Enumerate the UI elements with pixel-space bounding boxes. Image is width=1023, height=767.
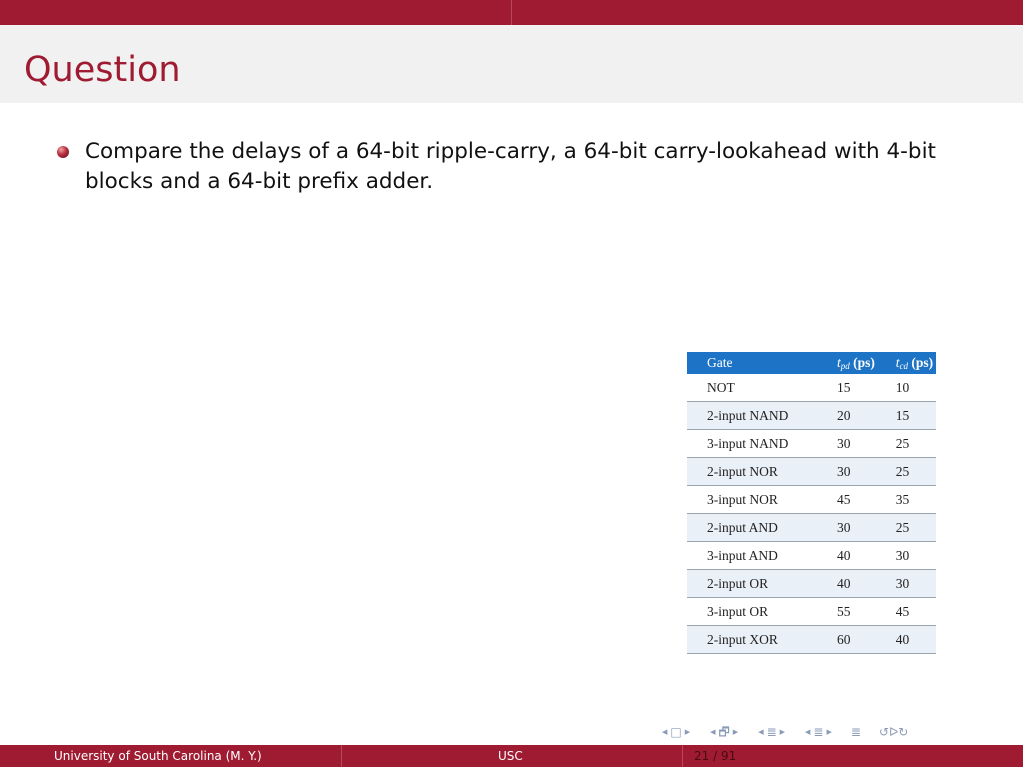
- cell-gate: 2-input NOR: [687, 458, 819, 486]
- footer-page-number: 21 / 91: [694, 749, 737, 763]
- header-tcd: [878, 352, 936, 374]
- table-row: [687, 374, 936, 402]
- cell-gate: 2-input OR: [687, 570, 819, 598]
- cell-tpd: 30: [819, 458, 878, 486]
- cell-tpd: 40: [819, 570, 878, 598]
- footer-right-segment: [682, 745, 1023, 767]
- cell-tpd: 45: [819, 486, 878, 514]
- footer-left-segment: [0, 745, 341, 767]
- cell-tpd: 55: [819, 598, 878, 626]
- header-tpd-unit: (ps): [853, 355, 875, 370]
- header-tcd-subscript: cd: [899, 361, 909, 371]
- table-row: [687, 458, 936, 486]
- header-tcd-symbol: t: [895, 355, 900, 370]
- cell-tcd: 25: [878, 514, 936, 542]
- nav-next-arrow-icon[interactable]: ▶: [826, 728, 832, 736]
- subsection-nav-icon[interactable]: 🗗: [718, 725, 730, 739]
- nav-prev-arrow-icon[interactable]: ◀: [758, 728, 764, 736]
- table-row: [687, 430, 936, 458]
- header-tpd-symbol: t: [837, 355, 841, 370]
- search-nav-icon[interactable]: ↺ᐅ↻: [878, 725, 909, 739]
- table-row: [687, 570, 936, 598]
- bullet-list: [56, 137, 956, 197]
- footer-institute: [54, 745, 262, 767]
- nav-prev-arrow-icon[interactable]: ◀: [662, 728, 668, 736]
- cell-tcd: 15: [878, 402, 936, 430]
- nav-next-arrow-icon[interactable]: ▶: [732, 728, 739, 736]
- section-nav-icon[interactable]: ≣: [813, 725, 824, 739]
- cell-gate: 3-input NAND: [687, 430, 819, 458]
- cell-gate: 3-input NOR: [687, 486, 819, 514]
- header-gate: Gate: [687, 352, 819, 374]
- cell-tcd: 10: [878, 374, 936, 402]
- cell-tpd: 30: [819, 514, 878, 542]
- nav-next-arrow-icon[interactable]: ▶: [779, 728, 786, 736]
- nav-prev-arrow-icon[interactable]: ◀: [805, 728, 811, 736]
- cell-tpd: 30: [819, 430, 878, 458]
- cell-tcd: 30: [878, 570, 936, 598]
- bullet-ball-icon: [57, 146, 69, 158]
- cell-tpd: 15: [819, 374, 878, 402]
- nav-next-arrow-icon[interactable]: ▶: [684, 728, 691, 736]
- table-row: [687, 486, 936, 514]
- cell-tcd: 40: [878, 626, 936, 654]
- cell-gate: 3-input AND: [687, 542, 819, 570]
- header-tcd-unit: (ps): [911, 355, 934, 370]
- table-header-row: [687, 352, 936, 374]
- footer-institute-name: University of South Carolina: [54, 749, 222, 763]
- document-nav-icon[interactable]: ≣: [850, 725, 861, 739]
- table-row: [687, 402, 936, 430]
- cell-tcd: 25: [878, 430, 936, 458]
- footer-bar: [0, 745, 1023, 767]
- cell-gate: 3-input OR: [687, 598, 819, 626]
- header-tpd-subscript: pd: [840, 361, 850, 371]
- section-nav-icon[interactable]: ≣: [766, 725, 777, 739]
- nav-prev-arrow-icon[interactable]: ◀: [710, 728, 716, 736]
- footer-short-title: USC: [498, 749, 523, 763]
- cell-gate: 2-input NAND: [687, 402, 819, 430]
- footer-author: (M. Y.): [225, 749, 262, 763]
- cell-tpd: 60: [819, 626, 878, 654]
- cell-tcd: 25: [878, 458, 936, 486]
- frame-nav-icon[interactable]: □: [670, 725, 682, 739]
- table-row: [687, 542, 936, 570]
- cell-tpd: 20: [819, 402, 878, 430]
- cell-tpd: 40: [819, 542, 878, 570]
- cell-tcd: 30: [878, 542, 936, 570]
- header-tpd: [819, 352, 878, 374]
- top-header-bar: [0, 0, 1023, 25]
- navigation-controls: [660, 724, 1020, 740]
- table-row: [687, 514, 936, 542]
- cell-tcd: 35: [878, 486, 936, 514]
- table-row: [687, 626, 936, 654]
- cell-gate: 2-input XOR: [687, 626, 819, 654]
- cell-gate: NOT: [687, 374, 819, 402]
- footer-middle-segment: [341, 745, 682, 767]
- bullet-text: Compare the delays of a 64-bit ripple-carry, a 64-bit carry-lookahead with 4-bit blocks and a 64-bit prefix adder.: [85, 139, 936, 194]
- frame-title: Question: [24, 50, 181, 90]
- table-row: [687, 598, 936, 626]
- cell-gate: 2-input AND: [687, 514, 819, 542]
- top-header-divider: [511, 0, 512, 25]
- gate-delay-table: [687, 352, 936, 654]
- bullet-item: [56, 137, 956, 197]
- cell-tcd: 45: [878, 598, 936, 626]
